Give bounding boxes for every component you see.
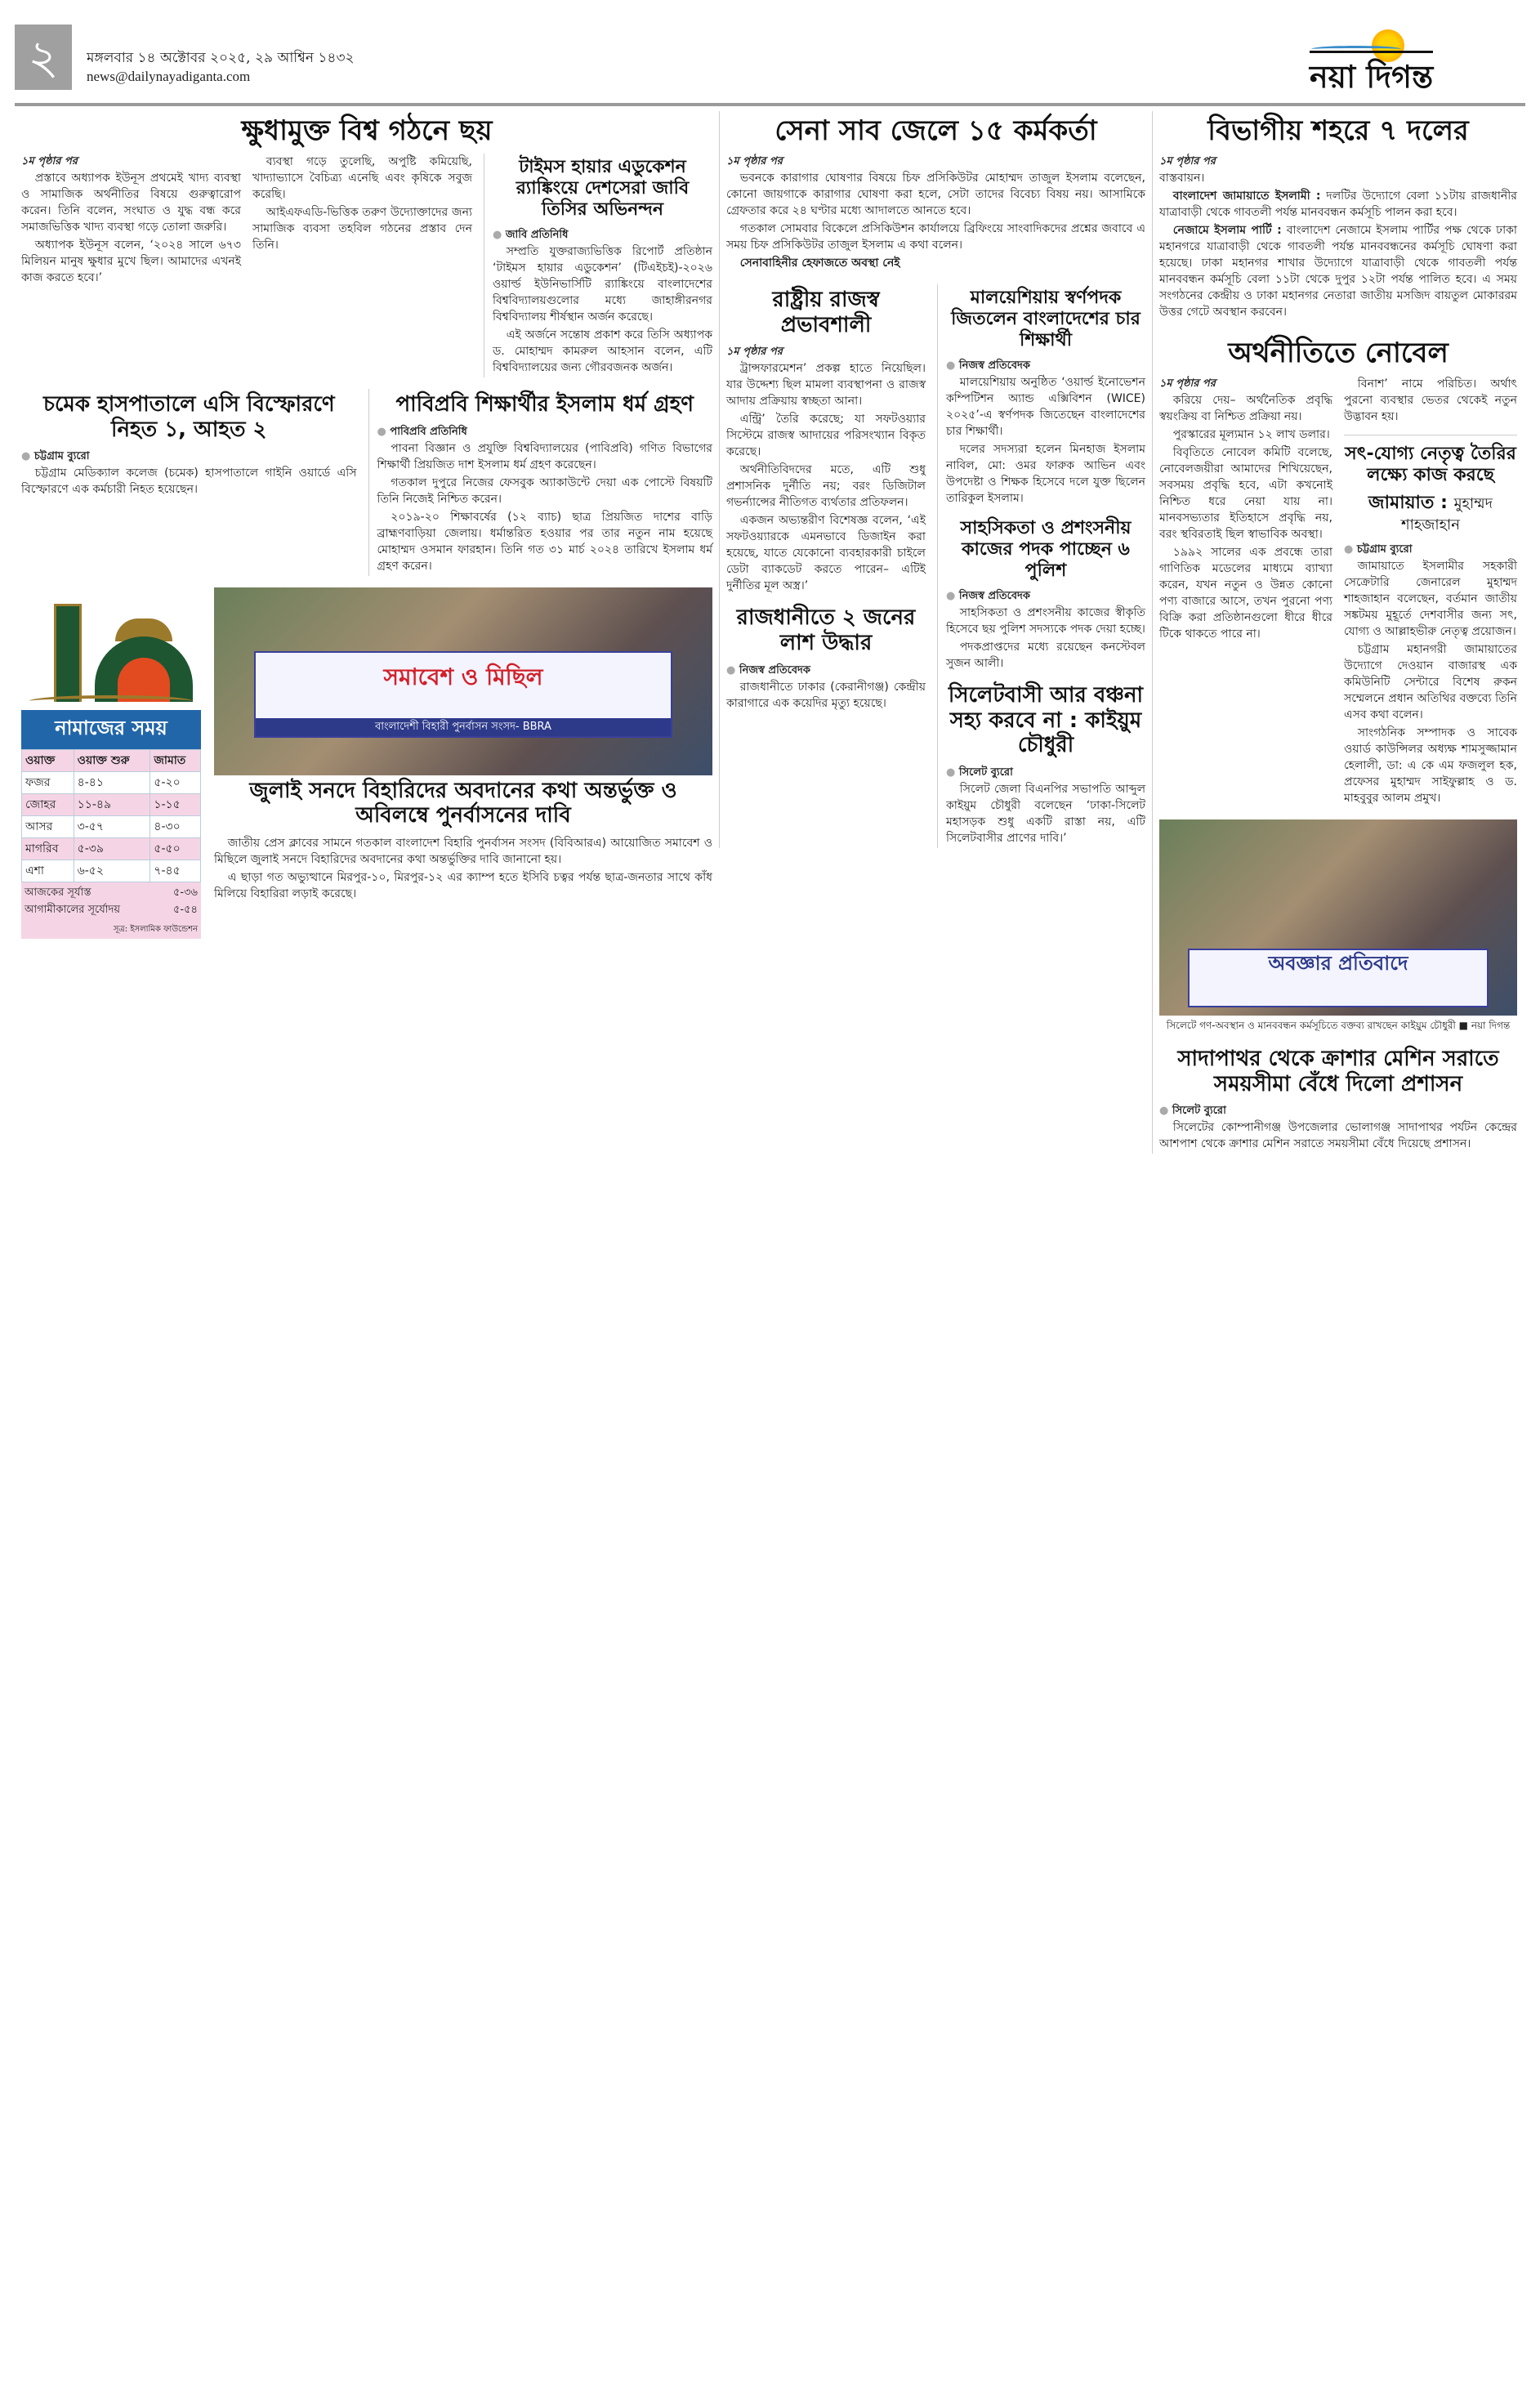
prayer-cell: ৪-৪১ — [74, 771, 150, 793]
article-revenue — [726, 284, 926, 848]
bihari-rally-photo — [214, 587, 712, 775]
paragraph: ভবনকে কারাগার ঘোষণার বিষয়ে চিফ প্রসিকিউটর মোহাম্মদ তাজুল ইসলাম বলেছেন, কোনো জায়গাকে কারাগার ঘোষণা করা হলে, সেটা তাদের বিবেচ্য বিষয় নয়। আসামিকে গ্রেফতার করে ২৪ ঘণ্টার মধ্যে আদালতে আনতে হবে। — [726, 172, 1145, 218]
prayer-row — [22, 837, 201, 860]
headline[interactable]: জুলাই সনদে বিহারিদের অবদানের কথা অন্তর্ভুক্ত ও অবিলম্বে পুনর্বাসনের দাবি — [249, 778, 677, 828]
masthead — [0, 0, 1540, 111]
paragraph: দলের সদস্যরা হলেন মিনহাজ ইসলাম নাবিল, মো: ওমর ফারুক আভিন এবং উপদেষ্টা ও শিক্ষক হিসেবে দলে যুক্ত ছিলেন তারিকুল ইসলাম। — [946, 442, 1145, 505]
paragraph: বাস্তবায়ন। — [1159, 172, 1205, 185]
byline: ● নিজস্ব প্রতিবেদক — [946, 358, 1145, 374]
paragraph: চট্টগ্রাম মহানগরী জামায়াতের উদ্যোগে দেওয়ান বাজারস্থ এক কমিউনিটি সেন্টারে বিশেষ রুকন সম্মেলনে প্রধান অতিথির বক্তব্যে তিনি এসব কথা বলেন। — [1344, 643, 1517, 722]
article-bodies — [726, 605, 926, 711]
paragraph: অধ্যাপক ইউনূস বলেন, ‘২০২৪ সালে ৬৭৩ মিলিয়ন মানুষ ক্ষুধার মুখে ছিল। আমাদের এখনই কাজ করতে হবে।’ — [21, 239, 241, 285]
prayer-times-box — [21, 587, 201, 939]
prayer-row — [22, 815, 201, 837]
article-police — [946, 518, 1145, 672]
section-lead: বাংলাদেশ জামায়াতে ইসলামী : — [1172, 190, 1321, 203]
prayer-cell: মাগরিব — [22, 837, 74, 860]
prayer-cell: ৫-৫০ — [150, 837, 201, 860]
caption-text: সিলেটে গণ-অবস্থান ও মানববন্ধন কর্মসূচিতে বক্তব্য রাখছেন কাইয়ুম চৌধুরী — [1166, 1020, 1456, 1032]
banner-org: বাংলাদেশী বিহারী পুনর্বাসন সংসদ- BBRA — [256, 718, 671, 736]
paragraph: ২০১৯-২০ শিক্ষাবর্ষের (১২ ব্যাচ) ছাত্র প্রিয়জিত দাশের বাড়ি ব্রাহ্মণবাড়িয়া জেলায়। ধর্মান্তরিত হওয়ার পর তার নতুন নাম হয়েছে মোহাম্মদ ওসমান ফারহান। তিনি গত ৩১ মার্চ ২০২৪ তারিখে ইসলাম ধর্ম গ্রহণ করেন। — [377, 510, 712, 573]
headline[interactable]: রাজধানীতে ২ জনের লাশ উদ্ধার — [736, 605, 916, 656]
kicker: ১ম পৃষ্ঠার পর — [21, 155, 78, 168]
prayer-cell: জোহর — [22, 793, 74, 815]
paragraph: অর্থনীতিবিদদের মতে, এটি শুধু প্রশাসনিক দুর্নীতি নয়; বরং ডিজিটাল গভর্ন্যান্সের নীতিগত ব্যর্থতার প্রতিফলন। — [726, 463, 926, 510]
paragraph: চট্টগ্রাম মেডিক্যাল কলেজ (চমেক) হাসপাতালে গাইনি ওয়ার্ডে এসি বিস্ফোরণে এক কর্মচারী নিহত হয়েছেন। — [21, 467, 357, 497]
newspaper-logo[interactable] — [1303, 29, 1524, 95]
prayer-cell: আসর — [22, 815, 74, 837]
headline[interactable]: ক্ষুধামুক্ত বিশ্ব গঠনে ছয় — [241, 114, 493, 147]
paragraph: রাজধানীতে ঢাকার (কেরানীগঞ্জ) কেন্দ্রীয় কারাগারে এক কয়েদির মৃত্যু হয়েছে। — [726, 680, 926, 710]
paragraph: প্রস্তাবে অধ্যাপক ইউনূস প্রথমেই খাদ্য ব্যবস্থা ও সামাজিক অর্থনীতির বিষয়ে গুরুত্বারোপ করেন। তিনি বলেন, সংঘাত ও যুদ্ধ বন্ধ করে সমাজভিত্তিক খাদ্য ব্যবস্থা গড়ে তোলা জরুরি। — [21, 172, 241, 234]
paragraph: এ ছাড়া গত অভ্যুত্থানে মিরপুর-১০, মিরপুর-১২ এর ক্যাম্প হতে ইসিবি চত্বর পর্যন্ত ছাত্র-জনতার সাথে কাঁধ মিলিয়ে বিহারিরা লড়াই করেছে। — [214, 870, 712, 900]
prayer-row — [22, 771, 201, 793]
prayer-cell: ৬-৫২ — [74, 860, 150, 882]
paragraph: বিনাশ’ নামে পরিচিত। অর্থাৎ পুরনো ব্যবস্থার ভেতর থেকেই নতুন উদ্ভাবন হয়। — [1344, 377, 1517, 424]
paragraph: গতকাল দুপুরে নিজের ফেসবুক অ্যাকাউন্টে দেয়া এক পোস্টে বিষয়টি তিনি নিজেই নিশ্চিত করেন। — [377, 476, 712, 506]
paragraph: সাহসিকতা ও প্রশংসনীয় কাজের স্বীকৃতি হিসেবে ছয় পুলিশ সদস্যকে পদক দেয়া হচ্ছে। — [946, 605, 1145, 636]
paragraph: সাংগঠনিক সম্পাদক ও সাবেক ওয়ার্ড কাউন্সিলর অধ্যক্ষ শামসুজ্জামান হেলালী, ডা: এ কে এম ফজলুল হক, প্রফেসর মুহাম্মদ সাইফুল্লাহ ও ড. মাহবুবুর আলম প্রমুখ। — [1344, 726, 1517, 806]
sunset-time: ৫-৩৬ — [172, 886, 198, 899]
paragraph: পুরস্কারের মূল্যমান ১২ লাখ ডলার। — [1172, 428, 1330, 442]
article-nobel — [1159, 333, 1517, 808]
paragraph: পদকপ্রাপ্তদের মধ্যে রয়েছেন কনস্টেবল সুজন আলী। — [946, 640, 1145, 670]
nobel-col-1 — [1159, 376, 1332, 808]
paragraph: গতকাল সোমবার বিকেলে প্রসিকিউশন কার্যালয়ে ব্রিফিংয়ে সাংবাদিকদের প্রশ্নের জবাবে এ সময় চিফ প্রসিকিউটর তাজুল ইসলাম এ কথা বলেন। — [726, 222, 1145, 252]
prayer-cell: ৫-২০ — [150, 771, 201, 793]
paragraph: সম্প্রতি যুক্তরাজ্যভিত্তিক রিপোর্ট প্রতিষ্ঠান ‘টাইমস হায়ার এডুকেশন’ (টিএইচই)-২০২৬ ওয়ার্ল্ড ইউনিভার্সিটি র‍্যাঙ্কিংয়ে বাংলাদেশের বিশ্ববিদ্যালয়গুলোর মধ্যে জাহাঙ্গীরনগর বিশ্ববিদ্যালয় শীর্ষস্থান অর্জন করেছে। — [493, 244, 712, 324]
sun-times — [21, 882, 201, 922]
speaker: মুহাম্মদ শাহজাহান — [1400, 495, 1493, 534]
prayer-cell: ১-১৫ — [150, 793, 201, 815]
subhead: সেনাবাহিনীর হেফাজতে অবস্থা নেই — [739, 257, 900, 270]
page-grid — [0, 111, 1540, 1154]
article-sadapathor — [1159, 1043, 1517, 1154]
byline: ● নিজস্ব প্রতিবেদক — [946, 588, 1145, 605]
headline[interactable]: সিলেটবাসী আর বঞ্চনা সহ্য করবে না : কাইয়ুম চৌধুরী — [948, 682, 1144, 758]
article-malaysia — [946, 288, 1145, 507]
kicker: ১ম পৃষ্ঠার পর — [726, 155, 783, 168]
paragraph: ট্রান্সফারমেশন’ প্রকল্প হাতে নিয়েছিল। যার উদ্দেশ্য ছিল মামলা ব্যবস্থাপনা ও রাজস্ব আদায় প্রক্রিয়ায় স্বচ্ছতা আনা। — [726, 362, 926, 409]
paragraph: মালয়েশিয়ায় অনুষ্ঠিত ‘ওয়ার্ল্ড ইনোভেশন কম্পিটিশন অ্যান্ড এক্সিবিশন (WICE) ২০২৫’-এ স্বর্ণপদক জিতেছেন বাংলাদেশের চার শিক্ষার্থী। — [946, 375, 1145, 438]
article-jamaat — [1344, 435, 1517, 806]
kicker: ১ম পৃষ্ঠার পর — [1159, 155, 1216, 168]
sunrise-time: ৫-৫৪ — [173, 903, 198, 916]
rally-banner — [254, 651, 672, 738]
byline: ● পাবিপ্রবি প্রতিনিধি — [377, 424, 713, 440]
byline: ● সিলেট ব্যুরো — [946, 765, 1145, 781]
article-times-higher — [484, 154, 712, 377]
photo-caption: সিলেটে গণ-অবস্থান ও মানববন্ধন কর্মসূচিতে বক্তব্য রাখছেন কাইয়ুম চৌধুরী ■ নয়া দিগন্ত — [1166, 1020, 1511, 1032]
paragraph: জাতীয় প্রেস ক্লাবের সামনে গতকাল বাংলাদেশ বিহারি পুনর্বাসন সংসদ (বিবিআরএ) আয়োজিত সমাবেশ ও মিছিলে জুলাই সনদে বিহারিদের অবদানের কথা অন্তর্ভুক্তির দাবি জানানো হয়। — [214, 836, 712, 866]
page-number: ২ — [15, 25, 72, 90]
paragraph: এই অর্জনে সন্তোষ প্রকাশ করে তিসি অধ্যাপক ড. মোহাম্মদ কামরুল আহসান বলেন, এটি বিশ্ববিদ্যালয়ের জন্য গৌরবজনক অর্জন। — [493, 328, 712, 374]
headline[interactable]: সেনা সাব জেলে ১৫ কর্মকর্তা — [774, 114, 1097, 147]
headline-tail: জামায়াত : — [1368, 493, 1448, 514]
prayer-row — [22, 860, 201, 882]
paragraph: করিয়ে দেয়– অর্থনৈতিক প্রবৃদ্ধি স্বয়ংক্রিয় বা নিশ্চিত প্রক্রিয়া নয়। — [1159, 394, 1332, 424]
middle-block — [719, 111, 1152, 848]
headline[interactable]: পাবিপ্রবি শিক্ষার্থীর ইসলাম ধর্ম গ্রহণ — [395, 391, 694, 417]
sunset-label: আজকের সূর্যাস্ত — [25, 886, 92, 899]
sunrise-label: আগামীকালের সূর্যোদয় — [25, 903, 121, 916]
paragraph: সিলেট জেলা বিএনপির সভাপতি আব্দুল কাইয়ুম চৌধুরী বলেছেন ‘ঢাকা-সিলেট মহাসড়ক শুধু একটি রাস্তা নয়, এটি সিলেটবাসীর প্রাণের দাবি।’ — [946, 782, 1145, 845]
mosque-icon — [21, 587, 201, 710]
headline[interactable]: সৎ-যোগ্য নেতৃত্ব তৈরির লক্ষ্যে কাজ করছে — [1345, 444, 1516, 486]
col-header: জামাত — [150, 749, 201, 771]
prayer-source: সূত্র: ইসলামিক ফাউন্ডেশন — [21, 922, 201, 939]
prayer-cell: ফজর — [22, 771, 74, 793]
sylhet-rally-photo — [1159, 819, 1517, 1016]
paragraph: এন্ট্রি’ তৈরি করেছে; যা সফটওয়্যার সিস্টেমে রাজস্ব আদায়ের পরিসংখ্যান বিকৃত করেছে। — [726, 413, 926, 459]
headline[interactable]: টাইমস হায়ার এডুকেশন র‍্যাঙ্কিংয়ে দেশসেরা জাবি তিসির অভিনন্দন — [516, 157, 690, 221]
kicker: ১ম পৃষ্ঠার পর — [1159, 377, 1216, 391]
article-bihari — [214, 779, 712, 902]
article-hunger — [21, 111, 712, 377]
byline: ● নিজস্ব প্রতিবেদক — [726, 663, 926, 679]
paragraph: ১৯৯২ সালের এক প্রবন্ধে তারা গাণিতিক মডেলের মাধ্যমে ব্যাখ্যা করেন, যখন নতুন ও উন্নত কোনো পণ্য বাজারে আসে, তখন পুরনো পণ্য বিক্রি করা প্রতিষ্ঠানগুলো ধীরে ধীরে টিকে থাকতে পারে না। — [1159, 546, 1332, 641]
prayer-cell: ৪-৩০ — [150, 815, 201, 837]
headline[interactable]: মালয়েশিয়ায় স্বর্ণপদক জিতলেন বাংলাদেশের চার শিক্ষার্থী — [951, 288, 1140, 351]
paragraph: একজন অভ্যন্তরীণ বিশেষজ্ঞ বলেন, ‘এই সফটওয়্যারকে এমনভাবে ডিজাইন করা হয়েছে, যাতে যেকোনো ব্যবহারকারী চাইলে ডেটা ব্যাকডেট করতে পারেন– এটিই দুর্নীতির মূল অস্ত্র।’ — [726, 514, 926, 593]
paragraph: দলটির উদ্যোগে বেলা ১১টায় রাজধানীর যাত্রাবাড়ী থেকে গাবতলী পর্যন্ত মানববন্ধন কর্মসূচি পালন করা হবে। — [1159, 190, 1517, 220]
prayer-title: নামাজের সময় — [21, 710, 201, 749]
prayer-cell: ৫-৩৯ — [74, 837, 150, 860]
banner-title: সমাবেশ ও মিছিল — [383, 663, 543, 690]
byline: ● সিলেট ব্যুরো — [1159, 1103, 1517, 1119]
header-rule — [15, 103, 1525, 106]
photo-credit: নয়া দিগন্ত — [1471, 1020, 1511, 1032]
paragraph: বিবৃতিতে নোবেল কমিটি বলেছে, নোবেলজয়ীরা আমাদের শিখিয়েছেন, সবসময় প্রবৃদ্ধি হবে, এটা কখনোই নিশ্চিত ধরে নেয়া যায় না। মানবসভ্যতার ইতিহাসে প্রবৃদ্ধি নয়, বরং স্থবিরতাই ছিল স্বাভাবিক অবস্থা। — [1159, 446, 1332, 542]
prayer-table — [21, 749, 201, 882]
kicker: ১ম পৃষ্ঠার পর — [726, 346, 783, 359]
article-sylhet — [946, 683, 1145, 846]
col-header: ওয়াক্ত শুরু — [74, 749, 150, 771]
prayer-cell: এশা — [22, 860, 74, 882]
headline[interactable]: রাষ্ট্রীয় রাজস্ব প্রভাবশালী — [772, 288, 880, 337]
right-block — [1152, 111, 1524, 1154]
paragraph: বাংলাদেশ নেজামে ইসলাম পার্টির পক্ষ থেকে ঢাকা মহানগরে যাত্রাবাড়ী থেকে গাবতলী পর্যন্ত মানববন্ধনের কর্মসূচি ঘোষণা করা হয়েছে। ঢাকা মহানগর শাখার উদ্যোগে যাত্রাবাড়ী থেকে গাবতলী পর্যন্ত মানববন্ধন কর্মসূচি বেলা ১১টা থেকে দুপুর ১২টা পর্যন্ত পালিত হবে। এ সময় সংগঠনের কেন্দ্রীয় ও ঢাকা মহানগর নেতারা জাতীয় মসজিদ বায়তুল মোকাররম উত্তর গেটে অবস্থান করবেন। — [1159, 224, 1517, 319]
email-link[interactable]: news@dailynayadiganta.com — [87, 69, 251, 84]
rally-banner — [1188, 949, 1489, 1007]
prayer-cell: ৩-৫৭ — [74, 815, 150, 837]
sylhet-photo-block — [1159, 819, 1517, 1032]
paragraph: পাবনা বিজ্ঞান ও প্রযুক্তি বিশ্ববিদ্যালয়ের (পাবিপ্রবি) গণিত বিভাগের শিক্ষার্থী প্রিয়জিত দাশ ইসলাম ধর্ম গ্রহণ করেছেন। — [377, 441, 712, 471]
banner-text: অবজ্ঞার প্রতিবাদে — [1268, 952, 1408, 976]
article-divisional — [1159, 111, 1517, 322]
headline[interactable]: সাহসিকতা ও প্রশংসনীয় কাজের পদক পাচ্ছেন ৬ পুলিশ — [960, 517, 1132, 581]
paragraph: জামায়াতে ইসলামীর সহকারী সেক্রেটারি জেনারেল মুহাম্মদ শাহজাহান বলেছেন, বর্তমান জাতীয় সঙ্কটময় মুহূর্তে দেশবাসীর জন্য সৎ, যোগ্য ও আল্লাহভীরু নেতৃত্ব প্রয়োজন। — [1344, 560, 1517, 639]
prayer-row — [22, 793, 201, 815]
nobel-col-2 — [1344, 376, 1517, 808]
prayer-cell: ১১-৪৯ — [74, 793, 150, 815]
headline[interactable]: অর্থনীতিতে নোবেল — [1228, 337, 1448, 370]
byline: ● চট্টগ্রাম ব্যুরো — [1344, 542, 1517, 558]
paragraph: ব্যবস্থা গড়ে তুলেছি, অপুষ্টি কমিয়েছি, খাদ্যাভ্যাসে বৈচিত্র্য এনেছি এবং কৃষিকে সবুজ করেছি। — [252, 155, 472, 202]
col-header: ওয়াক্ত — [22, 749, 74, 771]
article-army — [726, 111, 1145, 273]
paragraph: আইএফএডি-ভিত্তিক তরুণ উদ্যোক্তাদের জন্য সামাজিক ব্যবসা তহবিল গঠনের প্রস্তাব দেন তিনি। — [252, 206, 472, 252]
section-lead: নেজামে ইসলাম পার্টি : — [1172, 224, 1282, 238]
byline: ● জাবি প্রতিনিধি — [493, 227, 712, 243]
paragraph: সিলেটের কোম্পানীগঞ্জ উপজেলার ভোলাগঞ্জ সাদাপাথর পর্যটন কেন্দ্রের আশপাশ থেকে ক্রাশার মেশিন সরাতে সময়সীমা বেঁধে দিয়েছে প্রশাসন। — [1159, 1121, 1517, 1151]
byline: ● চট্টগ্রাম ব্যুরো — [21, 449, 357, 465]
headline[interactable]: বিভাগীয় শহরে ৭ দলের — [1207, 114, 1469, 147]
headline[interactable]: চমেক হাসপাতালে এসি বিস্ফোরণে নিহত ১, আহত ২ — [42, 391, 335, 442]
prayer-cell: ৭-৪৫ — [150, 860, 201, 882]
article-hospital — [21, 389, 357, 576]
logo-text: নয়া দিগন্ত — [1310, 51, 1433, 105]
headline[interactable]: সাদাপাথর থেকে ক্রাশার মেশিন সরাতে সময়সীমা বেঁধে দিলো প্রশাসন — [1177, 1047, 1499, 1096]
article-pabipabi — [368, 389, 713, 576]
dateline: মঙ্গলবার ১৪ অক্টোবর ২০২৫, ২৯ আশ্বিন ১৪৩২ — [87, 50, 355, 66]
left-block — [15, 111, 719, 939]
